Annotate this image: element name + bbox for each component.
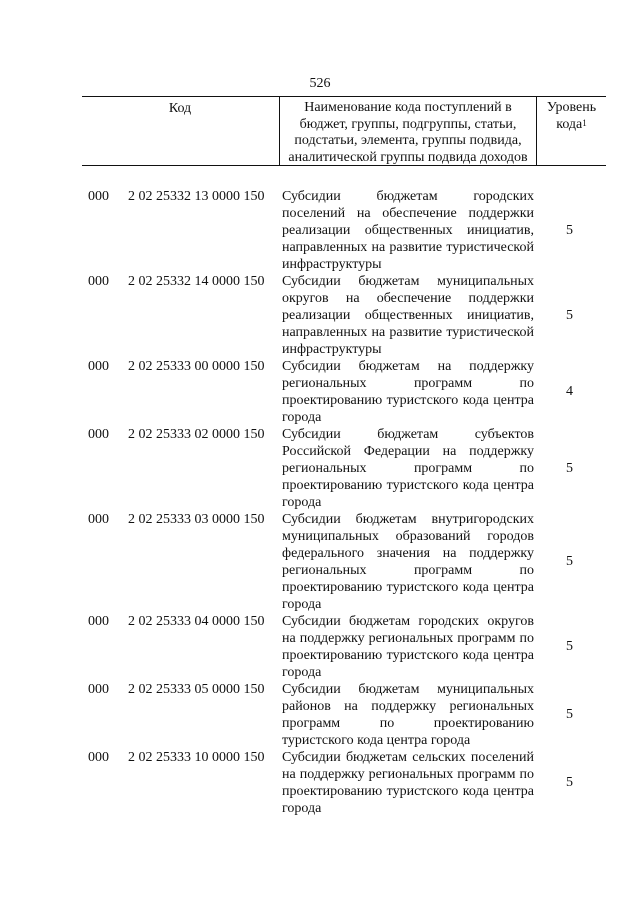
- table-header: [82, 96, 606, 166]
- table-row: [0, 426, 640, 511]
- header-level: [537, 97, 606, 133]
- table-row: [0, 681, 640, 749]
- row-level: 5: [566, 775, 573, 790]
- row-level: 5: [566, 554, 573, 569]
- row-level: 5: [566, 639, 573, 654]
- row-name: Субсидии бюджетам городских поселений на обеспечение поддержки реализации общественных инициатив, направленных на развитие туристической инфраструктуры: [282, 189, 534, 272]
- row-prefix: 000: [88, 189, 109, 204]
- table-row: [0, 511, 640, 613]
- row-name: Субсидии бюджетам муниципальных округов на обеспечение поддержки реализации общественных инициатив, направленных на развитие туристической инфраструктуры: [282, 274, 534, 357]
- row-prefix: 000: [88, 750, 109, 765]
- table-row: [0, 188, 640, 273]
- row-prefix: 000: [88, 274, 109, 289]
- table-row: [0, 273, 640, 358]
- table-row: [0, 358, 640, 426]
- page-number: 526: [309, 76, 331, 91]
- row-level: 5: [566, 461, 573, 476]
- row-prefix: 000: [88, 512, 109, 527]
- header-code: Код: [168, 101, 192, 116]
- header-level-footnote: 1: [582, 117, 587, 128]
- row-code: 2 02 25333 04 0000 150: [128, 614, 265, 629]
- row-code: 2 02 25332 14 0000 150: [128, 274, 265, 289]
- row-name: Субсидии бюджетам субъектов Российской Федерации на поддержку региональных программ по проектированию туристского кода центра города: [282, 427, 534, 510]
- header-level-label: Уровень кода: [546, 100, 597, 132]
- row-prefix: 000: [88, 614, 109, 629]
- table-body: [0, 188, 640, 817]
- row-name: Субсидии бюджетам муниципальных районов на поддержку региональных программ по проектированию туристского кода центра города: [282, 682, 534, 748]
- row-code: 2 02 25333 05 0000 150: [128, 682, 265, 697]
- row-name: Субсидии бюджетам на поддержку региональных программ по проектированию туристского кода центра города: [282, 359, 534, 425]
- row-code: 2 02 25332 13 0000 150: [128, 189, 265, 204]
- table-row: [0, 749, 640, 817]
- row-level: 5: [566, 223, 573, 238]
- header-name: Наименование кода поступлений в бюджет, группы, подгруппы, статьи, подстатьи, элемента, группы подвида, аналитической группы подвида доходов: [279, 97, 537, 165]
- table-row: [0, 613, 640, 681]
- row-name: Субсидии бюджетам городских округов на поддержку региональных программ по проектированию туристского кода центра города: [282, 614, 534, 680]
- row-name: Субсидии бюджетам сельских поселений на поддержку региональных программ по проектированию туристского кода центра города: [282, 750, 534, 816]
- row-code: 2 02 25333 03 0000 150: [128, 512, 265, 527]
- row-code: 2 02 25333 00 0000 150: [128, 359, 265, 374]
- row-code: 2 02 25333 10 0000 150: [128, 750, 265, 765]
- row-level: 5: [566, 707, 573, 722]
- row-prefix: 000: [88, 682, 109, 697]
- row-code: 2 02 25333 02 0000 150: [128, 427, 265, 442]
- row-level: 5: [566, 308, 573, 323]
- row-name: Субсидии бюджетам внутригородских муниципальных образований городов федерального значения на поддержку региональных программ по проектированию туристского кода центра города: [282, 512, 534, 612]
- row-prefix: 000: [88, 359, 109, 374]
- row-prefix: 000: [88, 427, 109, 442]
- row-level: 4: [566, 384, 573, 399]
